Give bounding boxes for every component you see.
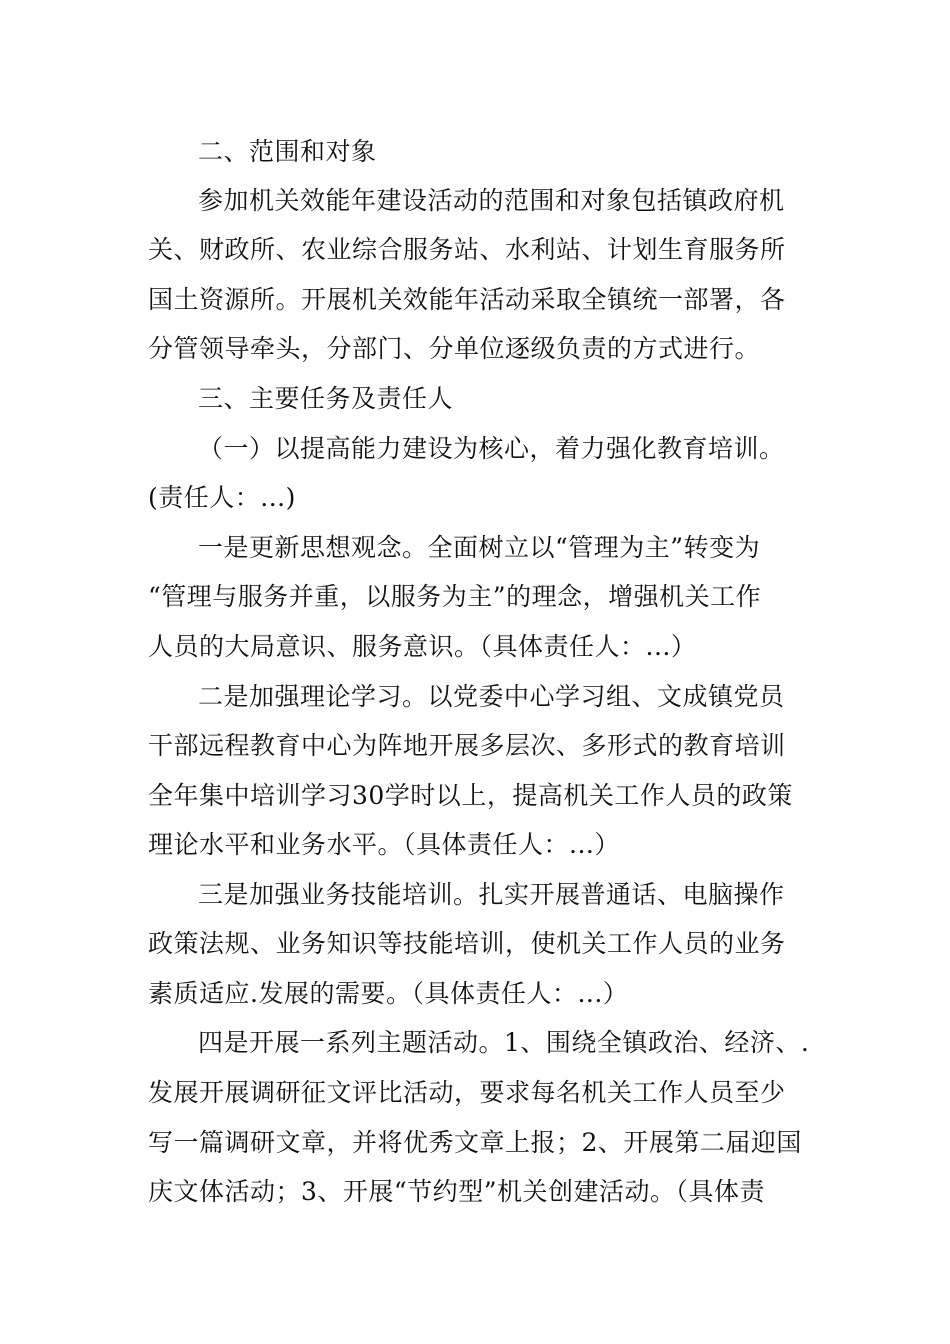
paragraph-line: 理论水平和业务水平。（具体责任人：...） [148,830,620,859]
paragraph-line: 二是加强理论学习。以党委中心学习组、文成镇党员 [198,682,785,711]
paragraph-line: “管理与服务并重，以服务为主”的理念，增强机关工作 [148,582,762,611]
paragraph-line: 庆文体活动；3、开展“节约型”机关创建活动。（具体责 [148,1177,765,1206]
section-heading: 二、范围和对象 [198,137,377,166]
paragraph-line: 关、财政所、农业综合服务站、水利站、计划生育服务所 [148,235,786,264]
section-heading: 三、主要任务及责任人 [198,384,454,413]
paragraph-line: 三是加强业务技能培训。扎实开展普通话、电脑操作 [198,880,785,909]
paragraph-line: 全年集中培训学习30学时以上，提高机关工作人员的政策 [148,781,793,810]
paragraph-line: 一是更新思想观念。全面树立以“管理为主”转变为 [198,533,761,562]
paragraph-line: 干部远程教育中心为阵地开展多层次、多形式的教育培训 [148,731,786,760]
paragraph-line: 素质适应.发展的需要。（具体责任人：...） [148,979,629,1008]
paragraph-line: 政策法规、业务知识等技能培训，使机关工作人员的业务 [148,929,786,958]
paragraph-line: 发展开展调研征文评比活动，要求每名机关工作人员至少 [148,1078,786,1107]
subsection-heading: （一）以提高能力建设为核心，着力强化教育培训。 [198,434,785,463]
paragraph-line: 人员的大局意识、服务意识。（具体责任人：...） [148,632,697,661]
paragraph-line: (责任人：...) [148,483,296,512]
paragraph-line: 写一篇调研文章，并将优秀文章上报；2、开展第二届迎国 [148,1128,802,1157]
paragraph-line: 分管领导牵头，分部门、分单位逐级负责的方式进行。 [148,334,761,363]
paragraph-line: 四是开展一系列主题活动。1、围绕全镇政治、经济、. [198,1028,810,1057]
paragraph-line: 国土资源所。开展机关效能年活动采取全镇统一部署，各 [148,285,786,314]
paragraph-line: 参加机关效能年建设活动的范围和对象包括镇政府机 [198,186,785,215]
